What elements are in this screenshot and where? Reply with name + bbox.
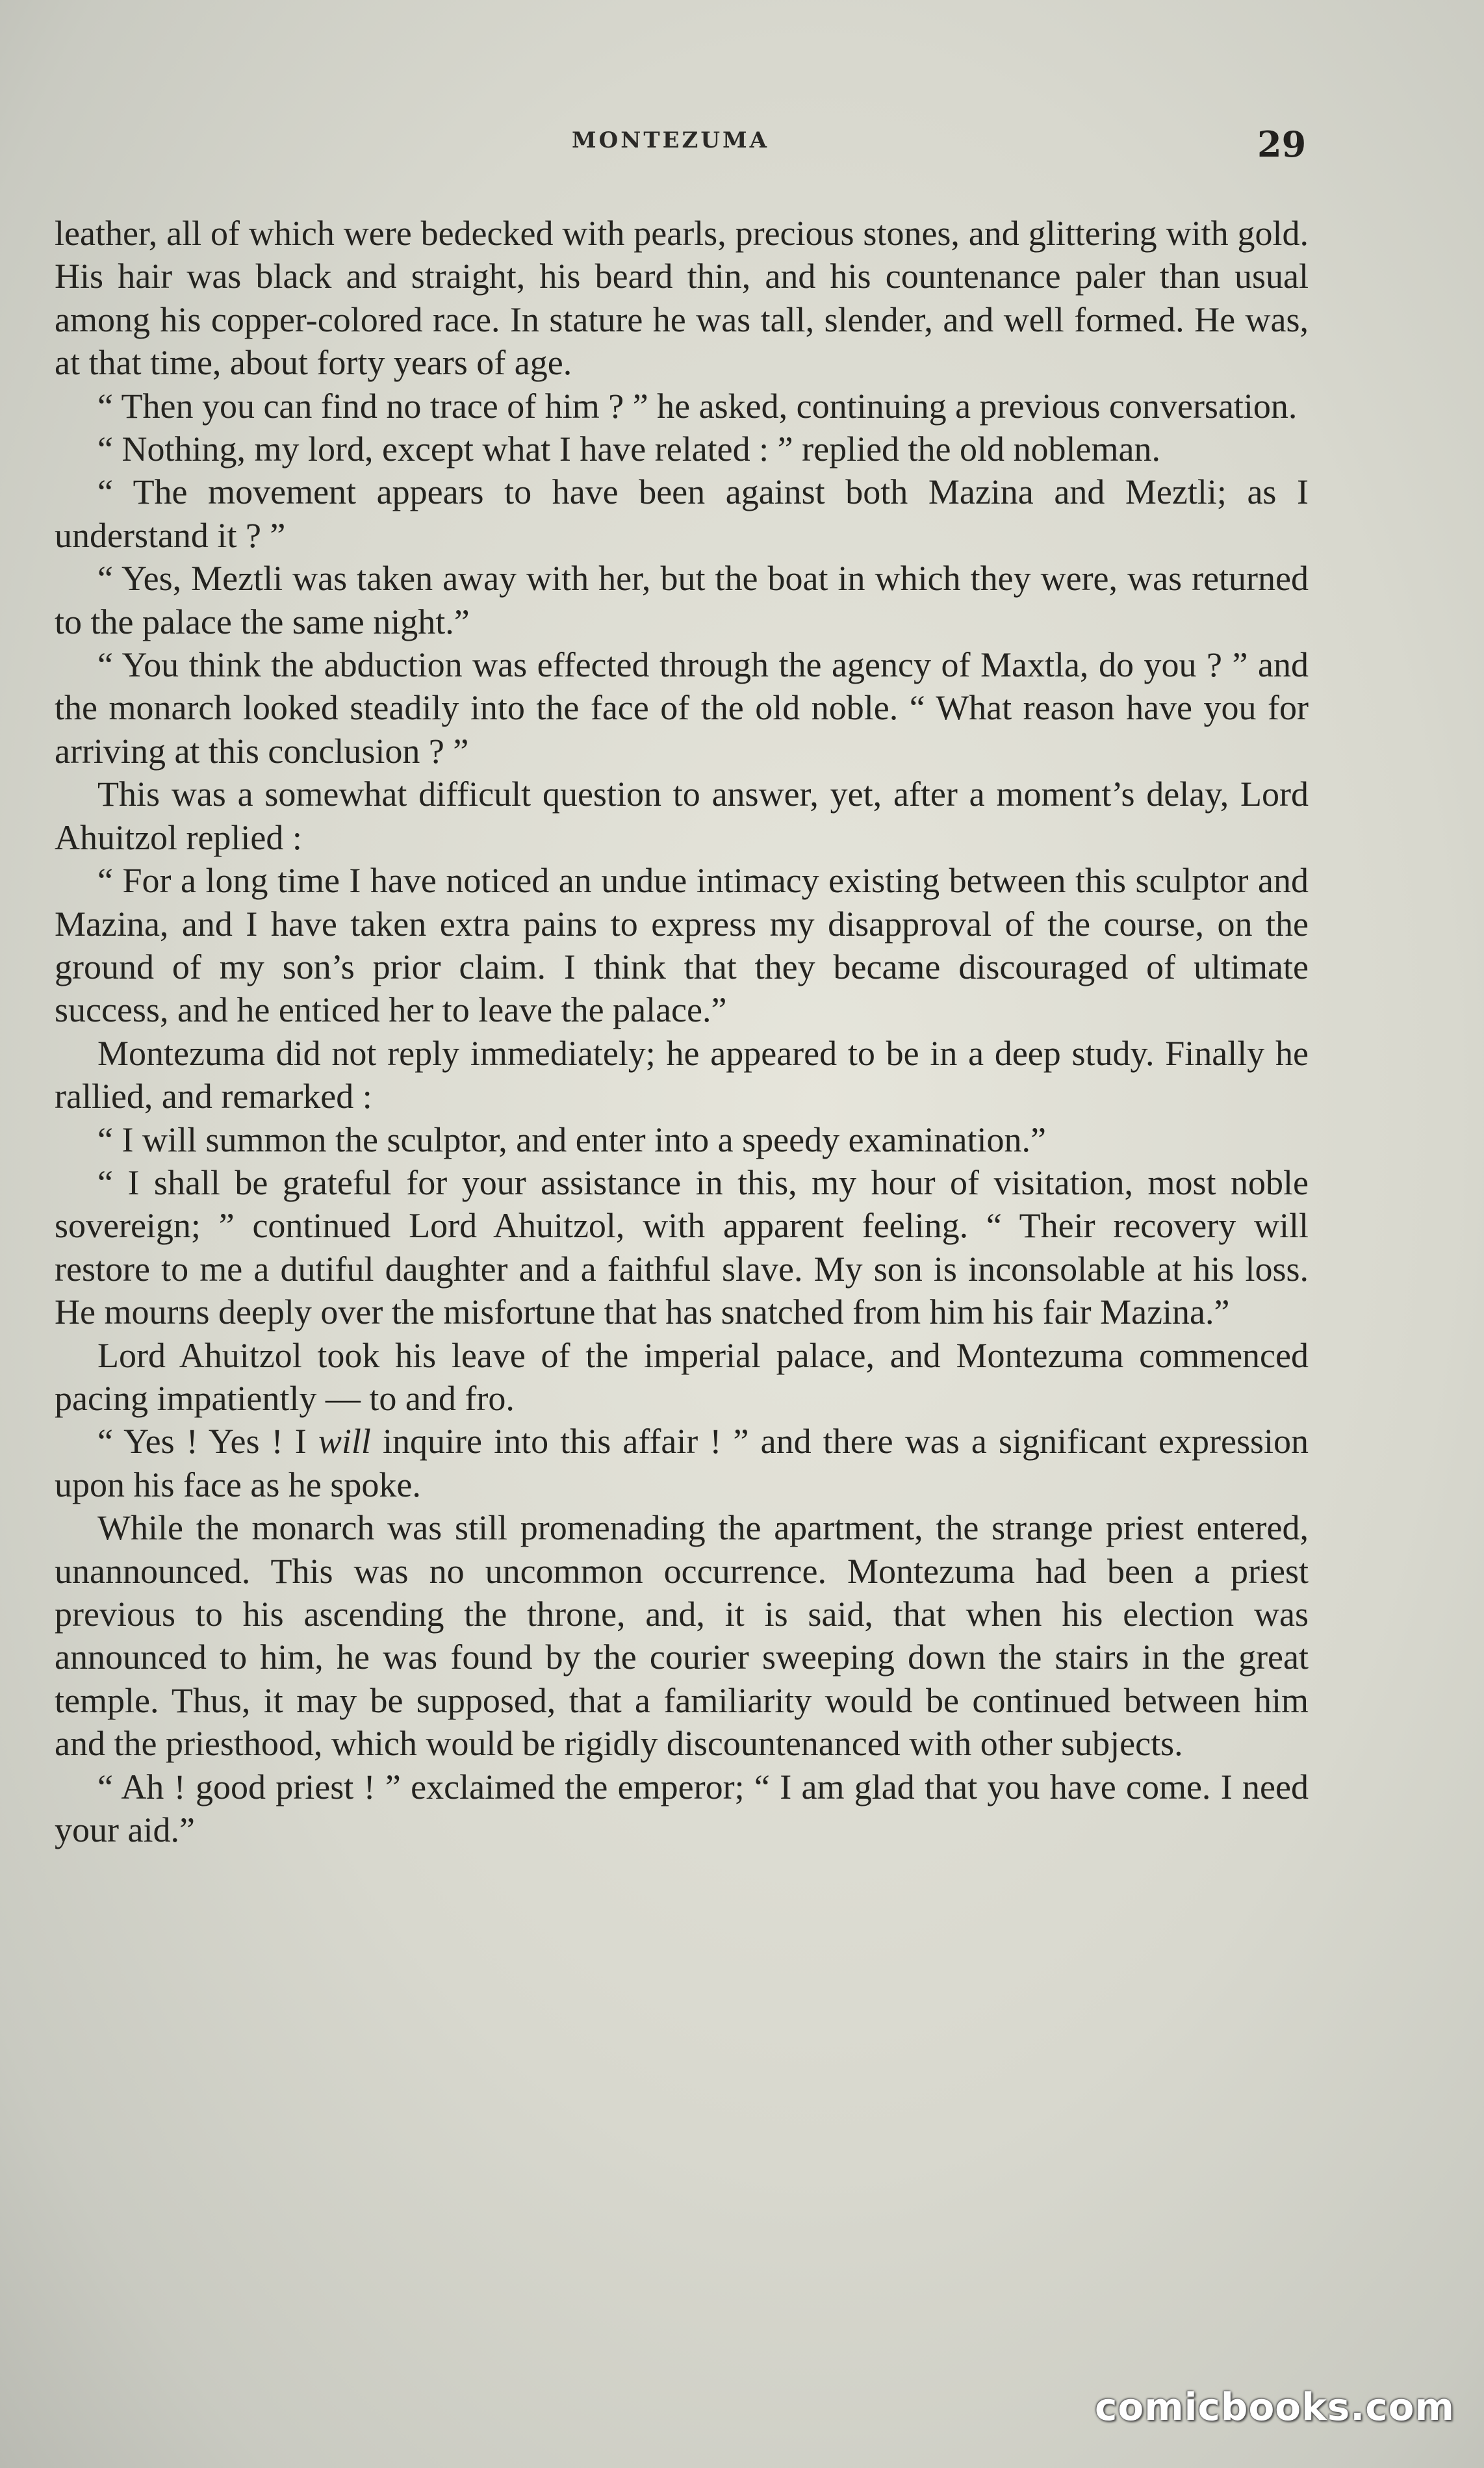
paragraph: While the monarch was still promenading the apartment, the strange priest entered, unannounced. This was no uncommon occurrence. Montezuma had been a priest previous to his ascending the throne, and, it is said, that when his election was announced to him, he was found by the courier sweeping down the stairs in the great temple. Thus, it may be supposed, that a familiarity would be continued between him and the priesthood, which would be rigidly discountenanced with other subjects. xyxy=(55,1508,1309,1764)
paragraph xyxy=(55,1420,1309,1506)
paragraph: Lord Ahuitzol took his leave of the imperial palace, and Montezuma commenced pacing impatiently — to and fro. xyxy=(55,1335,1309,1418)
paragraph: This was a somewhat difficult question to answer, yet, after a moment’s delay, Lord Ahuitzol replied : xyxy=(55,775,1309,857)
paragraph: “ The movement appears to have been against both Mazina and Meztli; as I understand it ? ” xyxy=(55,472,1309,555)
page-number: 29 xyxy=(1257,123,1307,165)
paragraph: “ Nothing, my lord, except what I have related : ” replied the old nobleman. xyxy=(97,430,1160,469)
watermark: comicbooks.com xyxy=(1095,2385,1455,2429)
paragraph: “ Yes, Meztli was taken away with her, but the boat in which they were, was returned to the palace the same night.” xyxy=(55,559,1309,641)
paragraph: Montezuma did not reply immediately; he appeared to be in a deep study. Finally he rallied, and remarked : xyxy=(55,1033,1309,1116)
paragraph: “ For a long time I have noticed an undue intimacy existing between this sculptor and Mazina, and I have taken extra pains to express my disapproval of the course, on the ground of my son’s prior claim. I think that they became discouraged of ultimate success, and he enticed her to leave the palace.” xyxy=(55,861,1309,1030)
paragraph: “ You think the abduction was effected through the agency of Maxtla, do you ? ” and the monarch looked steadily into the face of the old noble. “ What reason have you for arriving at this conclusion ? ” xyxy=(55,645,1309,771)
body-text xyxy=(55,212,1309,1851)
paragraph: “ Ah ! good priest ! ” exclaimed the emperor; “ I am glad that you have come. I need your aid.” xyxy=(55,1767,1309,1850)
paragraph: “ I shall be grateful for your assistance in this, my hour of visitation, most noble sovereign; ” continued Lord Ahuitzol, with apparent feeling. “ Their recovery will restore to me a dutiful daughter and a faithful slave. My son is inconsolable at his loss. He mourns deeply over the misfortune that has snatched from him his fair Mazina.” xyxy=(55,1163,1309,1332)
paragraph-text: “ Yes ! Yes ! I xyxy=(97,1422,318,1461)
paragraph: leather, all of which were bedecked with pearls, precious stones, and glittering with gold. His hair was black and straight, his beard thin, and his countenance paler than usual among his copper-colored race. In stature he was tall, slender, and well formed. He was, at that time, about forty years of age. xyxy=(55,214,1309,383)
emphasis-text: will xyxy=(318,1422,371,1461)
paragraph-text: inquire into this affair ! ” and there was a significant expression upon his face as he spoke. xyxy=(55,1422,1309,1504)
paragraph: “ I will summon the sculptor, and enter into a speedy examination.” xyxy=(97,1120,1046,1159)
running-head: MONTEZUMA xyxy=(572,127,770,153)
paragraph: “ Then you can find no trace of him ? ” he asked, continuing a previous conversation. xyxy=(97,386,1298,426)
